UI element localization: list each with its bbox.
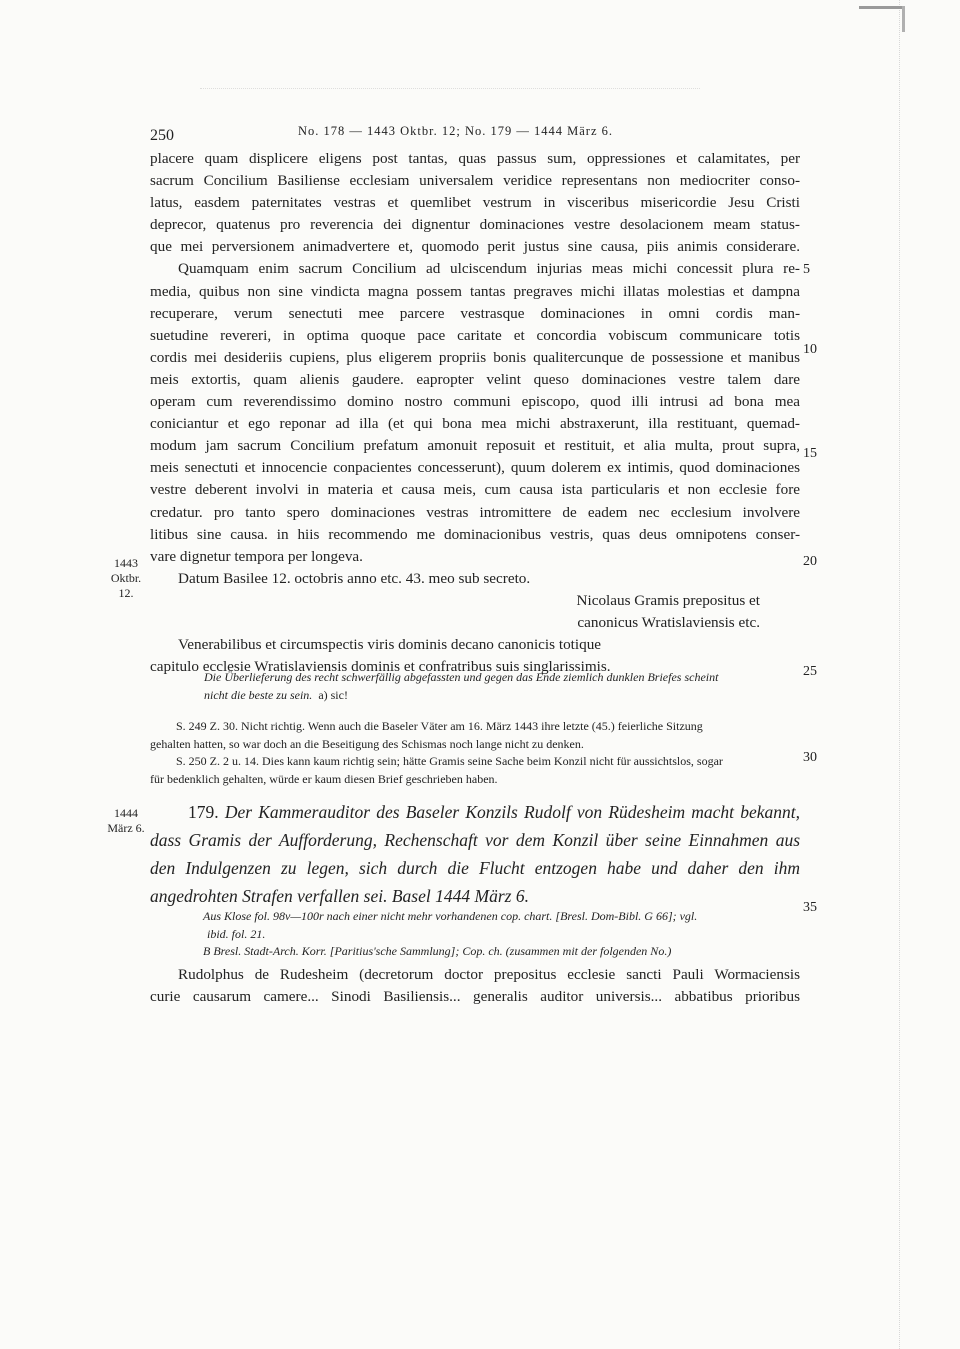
- text-line: operam cum reverendissimo domino nostro communi episcopo, quod illi intrusi ad bona mea: [150, 393, 800, 411]
- text-line: credatur. pro tanto spero dominaciones vestras intromittere de eadem nec ecclesium involvere: [150, 503, 800, 521]
- scan-edge: [899, 0, 960, 1349]
- margin-date: [103, 556, 149, 601]
- text-line: vestre deberent involvi in materia et causa meis, cum causa ista particularis et non ecclesie fore: [150, 481, 800, 499]
- text-line: curie causarum camere... Sinodi Basiliensis... generalis auditor universis... abbatibus prioribus: [150, 988, 800, 1006]
- heading-text: Der Kammerauditor des Baseler Konzils Rudolf von Rüdesheim macht bekannt,: [224, 802, 800, 822]
- margin-date-day: März 6.: [107, 821, 145, 835]
- line-number: 25: [803, 664, 817, 679]
- text-line: deprecor, quatenus pro reverencia dei dignentur dominaciones vestre desolacionem meam status-: [150, 216, 800, 234]
- heading-line: dass Gramis der Aufforderung, Rechenschaft vor dem Konzil über seine Einnahmen aus: [150, 830, 800, 850]
- line-number: 35: [803, 900, 817, 915]
- heading-line: den Indulgenzen zu legen, sich durch die Flucht entzogen habe und daher den ihm: [150, 858, 800, 878]
- signature-line: canonicus Wratislaviensis etc.: [577, 613, 760, 631]
- text-line: coniciantur et ego reponar ad illa (et qui bona mea michi abstraxerunt, illa restituant, quemad-: [150, 415, 800, 433]
- page-header: [150, 124, 810, 146]
- document-179-body: [150, 964, 800, 1008]
- address-line: Venerabilibus et circumspectis viris dominis decano canonicis totique: [178, 636, 602, 654]
- note-text: nicht die beste zu sein.: [204, 687, 313, 702]
- scan-mark: [902, 6, 905, 32]
- text-line: cordis mei desideriis cupiens, plus eligerem propriis bonis qualitercunque de possessione et manibus: [150, 348, 800, 366]
- note-line: [150, 669, 800, 687]
- scan-mark: [859, 6, 905, 9]
- margin-date-day: Oktbr. 12.: [110, 571, 142, 600]
- heading-line: [150, 798, 800, 826]
- page-number: 250: [150, 127, 174, 144]
- signature-line: Nicolaus Gramis prepositus et: [576, 591, 760, 609]
- line-number: 15: [803, 446, 817, 461]
- note-line: S. 249 Z. 30. Nicht richtig. Wenn auch die Baseler Väter am 16. März 1443 ihre letzte (45.) feierliche Sitzung: [176, 719, 703, 733]
- note-line: [150, 687, 800, 705]
- dating-line: Datum Basilee 12. octobris anno etc. 43. meo sub secreto.: [178, 569, 531, 587]
- heading-line: angedrohten Strafen verfallen sei. Basel 1444 März 6.: [150, 886, 529, 906]
- source-line: ibid. fol. 21.: [207, 926, 266, 941]
- document-179-heading: [150, 798, 800, 910]
- source-line: B Bresl. Stadt-Arch. Korr. [Paritius'sche Sammlung]; Cop. ch. (zusammen mit der folgenden No.): [203, 944, 672, 958]
- text-line: meis extortis, quam alienis gaudere. eapropter velint queso dominaciones vestre talem dare: [150, 370, 800, 388]
- document-number: 179.: [188, 802, 219, 822]
- margin-date-year: 1444: [114, 806, 138, 820]
- line-number: 10: [803, 342, 817, 357]
- line-number: 20: [803, 554, 817, 569]
- note-text: a) sic!: [318, 687, 348, 702]
- running-title: No. 178 — 1443 Oktbr. 12; No. 179 — 1444 März 6.: [298, 124, 613, 138]
- note-text: Die Überlieferung des recht schwerfällig abgefassten und gegen das Ende ziemlich dunklen Briefes scheint: [204, 670, 719, 684]
- text-line: meis senectuti et innocencie conpacientes concesserunt), quum dolerem ex intimis, quod dominaciones: [150, 459, 800, 477]
- text-line: litibus sine causa. in hiis recommendo me dominacionibus vestris, quas deus omnipotens conser-: [150, 525, 800, 543]
- note-line: für bedenklich gehalten, würde er kaum diesen Brief geschrieben haben.: [150, 771, 498, 786]
- text-line: vare dignetur tempora per longeva.: [150, 547, 363, 565]
- text-line: Quamquam enim sacrum Concilium ad ulciscendum injurias meas michi concessit plura re-: [178, 260, 800, 278]
- critical-notes: [150, 669, 800, 788]
- source-line: Aus Klose fol. 98v—100r nach einer nicht mehr vorhandenen cop. chart. [Bresl. Dom-Bibl. G 66]; vgl.: [203, 909, 698, 923]
- document-179-sources: [203, 908, 803, 961]
- text-line: recuperare, verum senectuti mee parcere vestrasque dominaciones in omni cordis man-: [150, 304, 800, 322]
- scan-speckle: [200, 88, 700, 99]
- text-line: Rudolphus de Rudesheim (decretorum doctor prepositus ecclesie sancti Pauli Wormaciensis: [178, 966, 800, 983]
- margin-date: [103, 806, 149, 836]
- text-line: que mei perversionem animadvertere et, quomodo perit justus sine causa, piis animis considerare.: [150, 238, 800, 256]
- note-line: gehalten hatten, so war doch an die Beseitigung des Schismas noch lange nicht zu denken.: [150, 736, 584, 751]
- text-line: latus, easdem paternitates vestras et quemlibet vestrum in visceribus misericordie Jesu Cristi: [150, 194, 800, 212]
- line-number: 30: [803, 750, 817, 765]
- note-line: S. 250 Z. 2 u. 14. Dies kann kaum richtig sein; hätte Gramis seine Sache beim Konzil nicht für aussichtslos, sogar: [176, 754, 723, 768]
- letter-178-body: [150, 148, 800, 678]
- address-line: capitulo ecclesie Wratislaviensis dominis et confratribus suis singlarissimis.: [150, 658, 611, 676]
- margin-date-year: 1443: [114, 556, 138, 570]
- line-number: 5: [803, 262, 810, 277]
- text-line: modum jam sacrum Concilium prefatum amonuit reposuit et restituit, et alia multa, prout supra,: [150, 437, 800, 455]
- text-line: placere quam displicere eligens post tantas, quas passus sum, oppressiones et calamitates, per: [150, 150, 800, 167]
- text-line: sacrum Concilium Basiliense ecclesiam universalem veridice representans non mediocriter conso-: [150, 172, 800, 190]
- text-line: suetudine revereri, in optima quoque pace caritate et concordia vobiscum communicare totis: [150, 326, 800, 344]
- text-line: media, quibus non sine vindicta magna possem tantas pregraves michi illatas molestias et dampna: [150, 282, 800, 300]
